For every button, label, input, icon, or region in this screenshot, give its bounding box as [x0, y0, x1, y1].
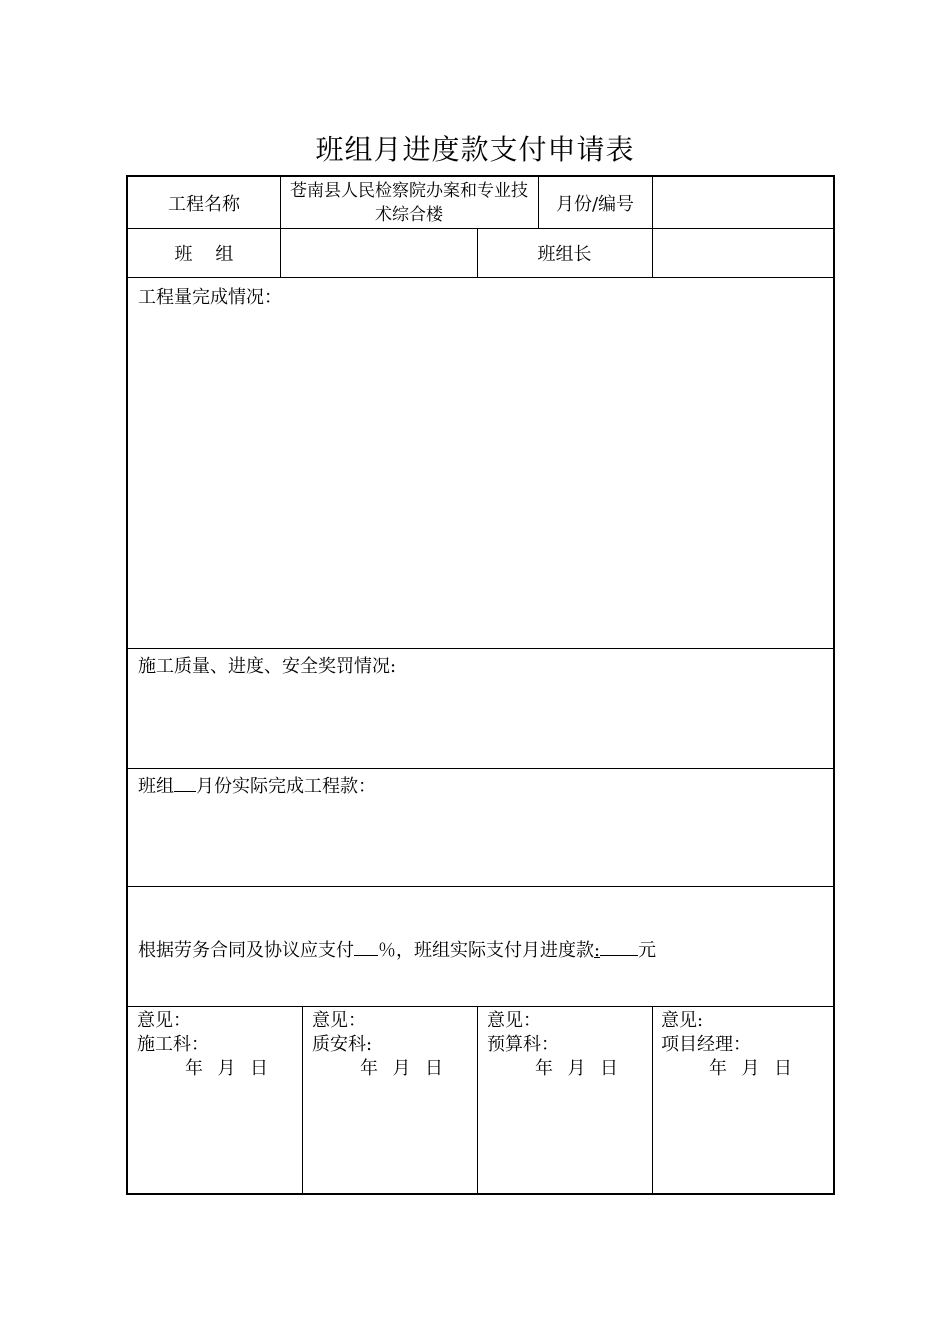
column-divider [652, 177, 653, 277]
row-divider [128, 886, 835, 887]
signature-budget [478, 1007, 652, 1195]
signature-quality-safety [303, 1007, 478, 1195]
year-label: 年 [360, 1058, 379, 1079]
team-label: 班 组 [174, 243, 234, 265]
quality-label: 施工质量、进度、安全奖罚情况: [138, 656, 397, 677]
opinion-label: 意见： [487, 1010, 541, 1031]
team-value [280, 228, 477, 277]
day-label: 日 [250, 1058, 269, 1079]
payment-line [138, 936, 656, 962]
payment-colon: : [594, 940, 601, 961]
signature-construction [128, 1007, 303, 1195]
year-label: 年 [185, 1058, 204, 1079]
row-divider [128, 648, 835, 649]
dept-label: 预算科： [487, 1034, 559, 1055]
month-number-label: 月份/编号 [555, 193, 635, 215]
column-divider [302, 1007, 303, 1195]
row-divider [128, 228, 835, 229]
work-done-label: 工程量完成情况： [138, 287, 282, 308]
row-divider [128, 768, 835, 769]
day-label: 日 [774, 1058, 793, 1079]
payment-text-2: ％，班组实际支付月进度款 [378, 940, 594, 961]
dept-label: 项目经理： [661, 1034, 751, 1055]
date-line [312, 1057, 478, 1081]
month-label: 月 [392, 1058, 411, 1079]
actual-suffix: 月份实际完成工程款： [196, 776, 376, 797]
payment-text-3: 元 [638, 940, 657, 961]
row-divider [128, 277, 835, 278]
project-name-label: 工程名称 [168, 193, 240, 215]
dept-label: 质安科: [312, 1034, 373, 1055]
payment-text-1: 根据劳务合同及协议应支付 [138, 940, 354, 961]
month-blank [174, 777, 196, 792]
column-divider [652, 1007, 653, 1195]
column-divider [477, 1007, 478, 1195]
signature-project-manager [652, 1007, 835, 1195]
column-divider [280, 177, 281, 277]
team-leader-value [652, 228, 835, 277]
percent-blank [354, 941, 378, 956]
date-line [487, 1057, 652, 1081]
day-label: 日 [425, 1058, 444, 1079]
opinion-label: 意见： [312, 1010, 366, 1031]
project-name-value: 苍南县人民检察院办案和专业技术综合楼 [290, 180, 528, 225]
form-title: 班组月进度款支付申请表 [315, 133, 635, 166]
month-label: 月 [217, 1058, 236, 1079]
year-label: 年 [535, 1058, 554, 1079]
signature-row [128, 1007, 835, 1195]
dept-label: 施工科： [137, 1034, 209, 1055]
actual-prefix: 班组 [138, 776, 174, 797]
actual-amount-label [138, 772, 376, 798]
team-leader-label: 班组长 [537, 243, 592, 265]
date-line [661, 1057, 835, 1081]
amount-blank [600, 941, 638, 956]
date-line [137, 1057, 303, 1081]
month-number-value [652, 177, 835, 228]
opinion-label: 意见： [137, 1010, 191, 1031]
month-label: 月 [741, 1058, 760, 1079]
column-divider [477, 228, 478, 277]
year-label: 年 [709, 1058, 728, 1079]
opinion-label: 意见: [661, 1010, 704, 1031]
payment-application-form [126, 175, 835, 1195]
day-label: 日 [600, 1058, 619, 1079]
month-label: 月 [567, 1058, 586, 1079]
column-divider [538, 177, 539, 228]
